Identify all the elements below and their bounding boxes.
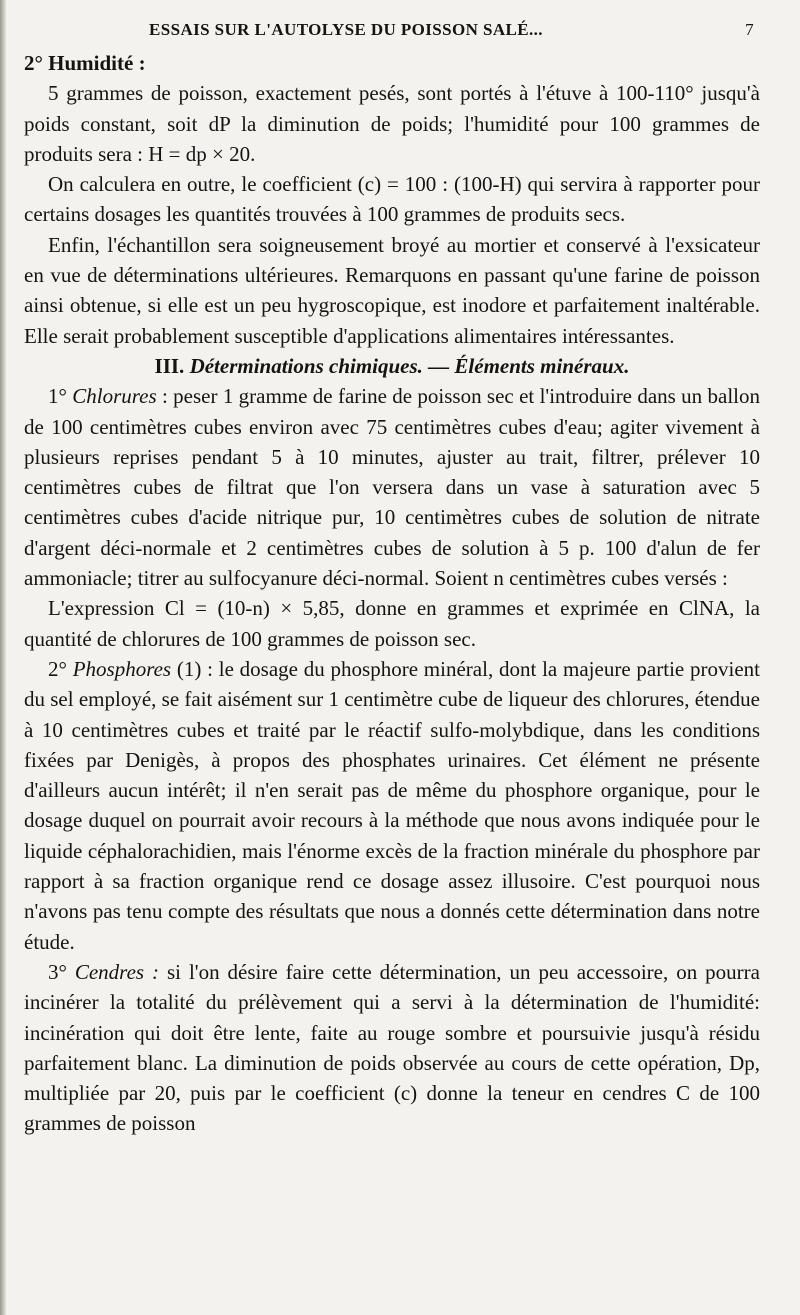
phosphores-paragraph: [24, 654, 760, 957]
humidite-paragraph-3: Enfin, l'échantillon sera soigneusement broyé au mortier et conservé à l'exsicateur en vue de déterminations ultérieures. Remarquons en passant qu'une farine de poisson ainsi obtenue, si elle est un peu hygroscopique, est inodore et parfaitement inaltérable. Elle serait probablement susceptible d'applications alimentaires intéressantes.: [24, 232, 760, 348]
cendres-term: Cendres :: [74, 959, 160, 984]
cendres-label: 3°: [48, 959, 75, 984]
cendres-text: si l'on désire faire cette détermination, un peu accessoire, on pourra incinérer la totalité du prélèvement qui a servi à la détermination de l'humidité: incinération qui doit être lente, faite au rouge sombre et poursuivie jusqu'à résidu parfaitement blanc. La diminution de poids observée au cours de cette opération, Dp, multipliée par 20, puis par le coefficient (c) donne la teneur en cendres C de 100 grammes de poisson: [24, 959, 760, 1136]
body-text: [24, 48, 760, 1139]
running-header: [24, 18, 760, 48]
section-number: III.: [154, 353, 185, 378]
humidite-heading: 2° Humidité :: [24, 51, 146, 75]
running-title: ESSAIS SUR L'AUTOLYSE DU POISSON SALÉ...: [149, 20, 543, 39]
humidite-paragraph-1: 5 grammes de poisson, exactement pesés, sont portés à l'étuve à 100-110° jusqu'à poids constant, soit dP la diminution de poids; l'humidité pour 100 grammes de produits sera : H = dp × 20.: [24, 81, 760, 166]
chlorures-label: 1°: [48, 384, 73, 409]
page-binding-edge: [0, 0, 6, 1315]
chlorures-text: : peser 1 gramme de farine de poisson sec et l'introduire dans un ballon de 100 centimètres cubes environ avec 75 centimètres cubes d'eau; agiter vivement à plusieurs reprises pendant 5 à 10 minutes, ajuster au trait, filtrer, prélever 10 centimètres cubes de filtrat que l'on versera dans un vase à saturation avec 5 centimètres cubes d'acide nitrique pur, 10 centimètres cubes de solution de nitrate d'argent déci-normale et 2 centimètres cubes de solution à 5 p. 100 d'alun de fer ammoniacle; titrer au sulfocyanure déci-normal. Soient n centimètres cubes versés :: [24, 384, 761, 591]
section-heading: [24, 351, 760, 381]
phosphores-label: 2°: [48, 656, 73, 681]
humidite-paragraph-2: On calculera en outre, le coefficient (c) = 100 : (100-H) qui servira à rapporter pour certains dosages les quantités trouvées à 100 grammes de produits secs.: [24, 172, 760, 227]
section-title: Déterminations chimiques. — Éléments minéraux.: [189, 353, 630, 378]
phosphores-text: (1) : le dosage du phosphore minéral, dont la majeure partie provient du sel employé, se fait aisément sur 1 centimètre cube de liqueur des chlorures, étendue à 10 centimètres cubes et traité par le réactif sulfo-molybdique, dans les conditions fixées par Denigès, à propos des phosphates urinaires. Cet élément ne présente d'ailleurs aucun intérêt; il n'en serait pas de même du phosphore organique, pour le dosage duquel on pourrait avoir recours à la méthode que nous avons indiquée pour le liquide céphalorachidien, mais l'énorme excès de la fraction minérale du phosphore par rapport à sa fraction organique rend ce dosage assez illusoire. C'est pourquoi nous n'avons pas tenu compte des résultats que nous a donnés cette détermination dans notre étude.: [24, 656, 760, 954]
chlorures-expression-paragraph: L'expression Cl = (10-n) × 5,85, donne en grammes et exprimée en ClNA, la quantité de chlorures de 100 grammes de poisson sec.: [24, 596, 760, 651]
chlorures-term: Chlorures: [72, 384, 157, 409]
page-number: 7: [745, 20, 754, 39]
phosphores-term: Phosphores: [72, 656, 172, 681]
cendres-paragraph: [24, 957, 760, 1139]
chlorures-paragraph: [24, 381, 760, 593]
